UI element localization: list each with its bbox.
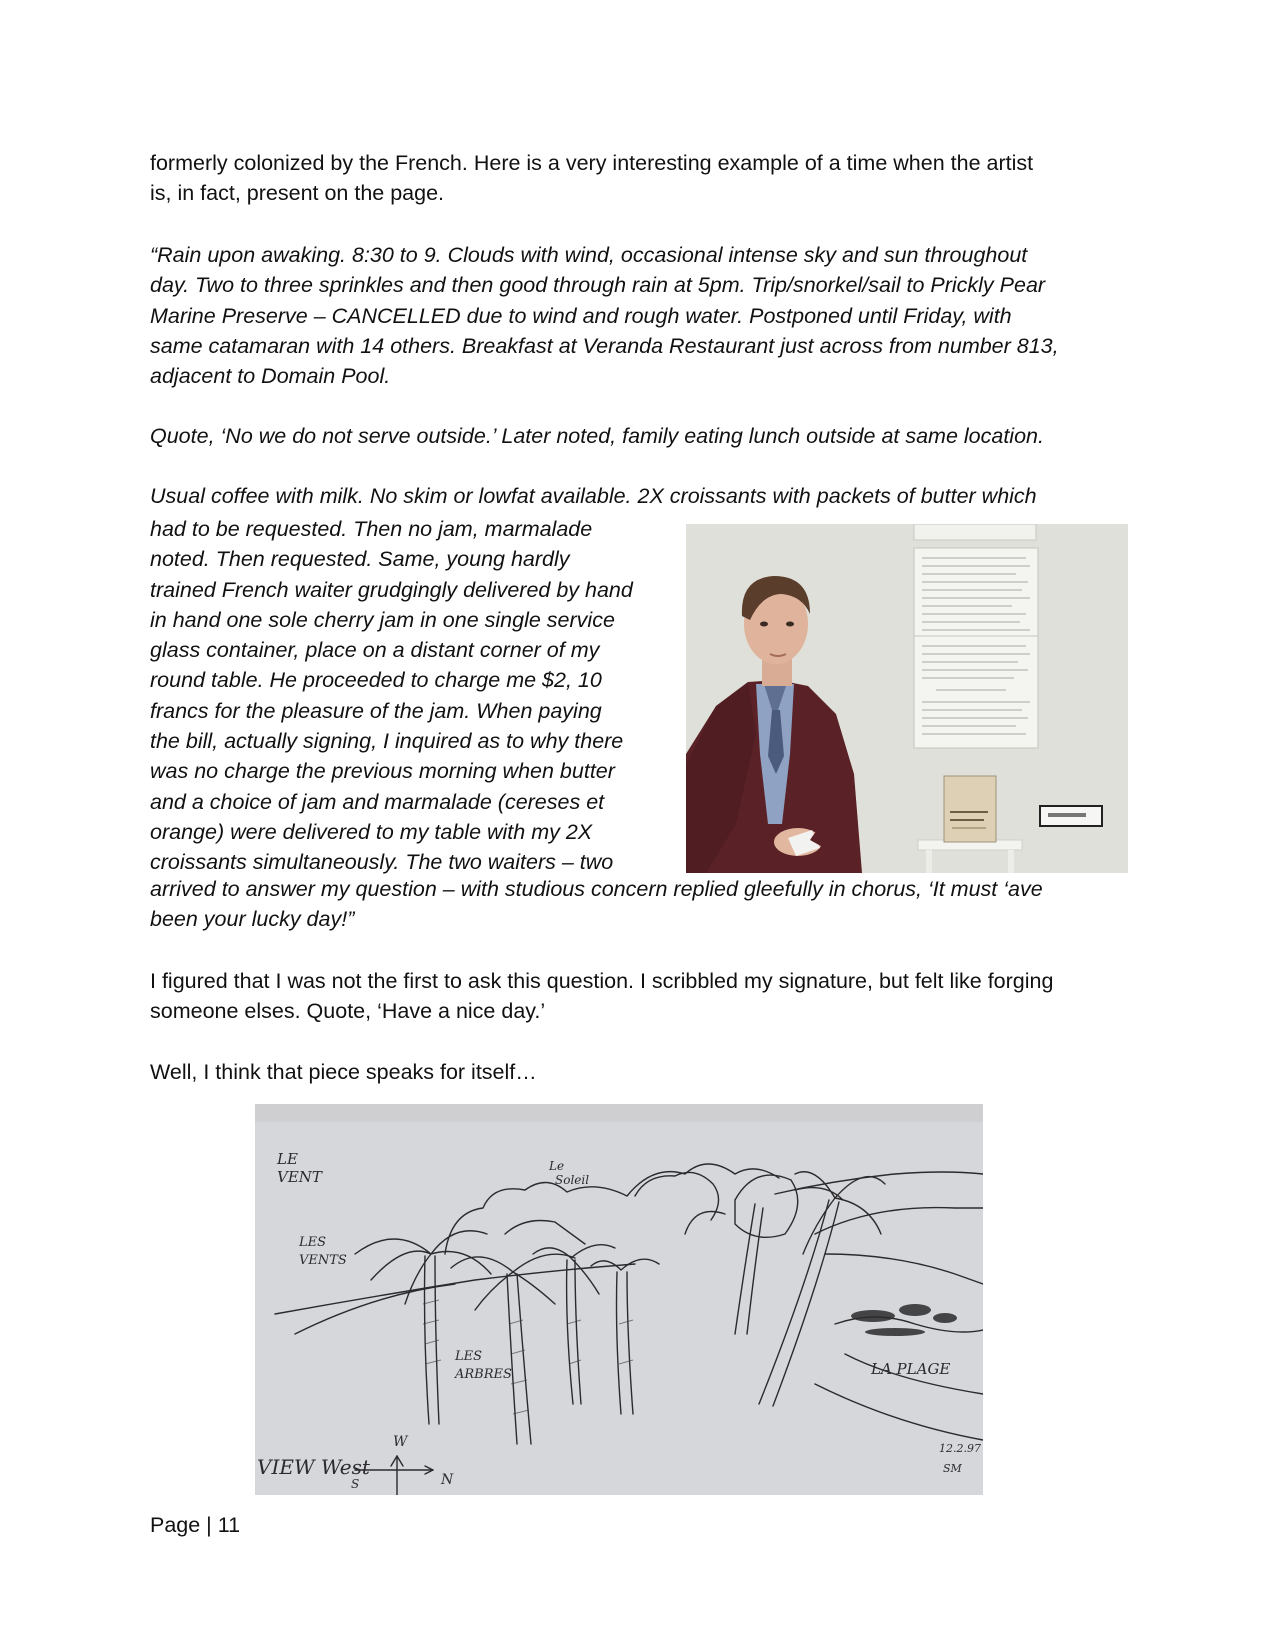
journal-quote-outside: Quote, ‘No we do not serve outside.’ Later noted, family eating lunch outside at same location. (150, 424, 1044, 448)
journal-quote-waiters: arrived to answer my question – with studious concern replied gleefully in chorus, ‘It must ‘ave been your lucky day!” (150, 877, 1043, 932)
sketchbook-on-shelf (944, 776, 996, 842)
label-les-vents-line1: LES (299, 1235, 327, 1250)
palm-tree-sketch (255, 1104, 983, 1495)
artist-photo (686, 524, 1128, 873)
label-compass-n: N (441, 1472, 454, 1488)
label-le-vent-line2: VENT (277, 1168, 322, 1186)
label-les-arbres-line1: LES (455, 1349, 483, 1364)
journal-quote-jam: had to be requested. Then no jam, marmalade noted. Then requested. Same, young hardly trained French waiter grudgingly delivered by hand in hand one sole cherry jam in one single service glass container, place on a distant corner of my round table. He proceeded to charge me $2, 10 francs for the pleasure of the jam. When paying the bill, actually signing, I inquired as to why there was no charge the previous morning when butter and a choice of jam and marmalade (cereses et orange) were delivered to my table with my 2X croissants simultaneously. The two waiters – two (150, 517, 633, 875)
label-le-soleil-line2: Soleil (555, 1173, 590, 1187)
journal-quote-weather: “Rain upon awaking. 8:30 to 9. Clouds with wind, occasional intense sky and sun throughout day. Two to three sprinkles and then good through rain at 5pm. Trip/snorkel/sail to Prickly Pear Marine Preserve – CANCELLED due to wind and rough water. Postponed until Friday, with same catamaran with 14 others. Breakfast at Veranda Restaurant just across from number 813, adjacent to Domain Pool. (150, 243, 1059, 389)
label-initials: SM (943, 1462, 962, 1475)
label-les-vents-line2: VENTS (299, 1253, 347, 1268)
artist-photo-illustration (686, 524, 1128, 873)
label-compass-s: S (351, 1477, 360, 1491)
wall-note-2 (914, 636, 1038, 748)
label-la-plage: LA PLAGE (871, 1360, 951, 1378)
page-number: Page | 11 (150, 1513, 241, 1537)
label-compass-w: W (393, 1434, 408, 1450)
label-les-arbres-line2: ARBRES (455, 1367, 512, 1382)
paragraph-conclusion: Well, I think that piece speaks for itself… (150, 1060, 537, 1084)
label-date: 12.2.97 (939, 1442, 981, 1455)
label-le-vent-line1: LE (277, 1150, 298, 1168)
label-le-soleil-line1: Le (549, 1159, 565, 1173)
label-view-west: VIEW West (257, 1455, 370, 1479)
journal-quote-coffee: Usual coffee with milk. No skim or lowfat available. 2X croissants with packets of butter which (150, 484, 1037, 508)
wall-note-1 (914, 548, 1038, 646)
paragraph-signature: I figured that I was not the first to ask this question. I scribbled my signature, but felt like forging someone elses. Quote, ‘Have a nice day.’ (150, 969, 1054, 1024)
palm-tree-sketch-illustration (255, 1104, 983, 1495)
paragraph-intro: formerly colonized by the French. Here is a very interesting example of a time when the artist is, in fact, present on the page. (150, 151, 1034, 206)
